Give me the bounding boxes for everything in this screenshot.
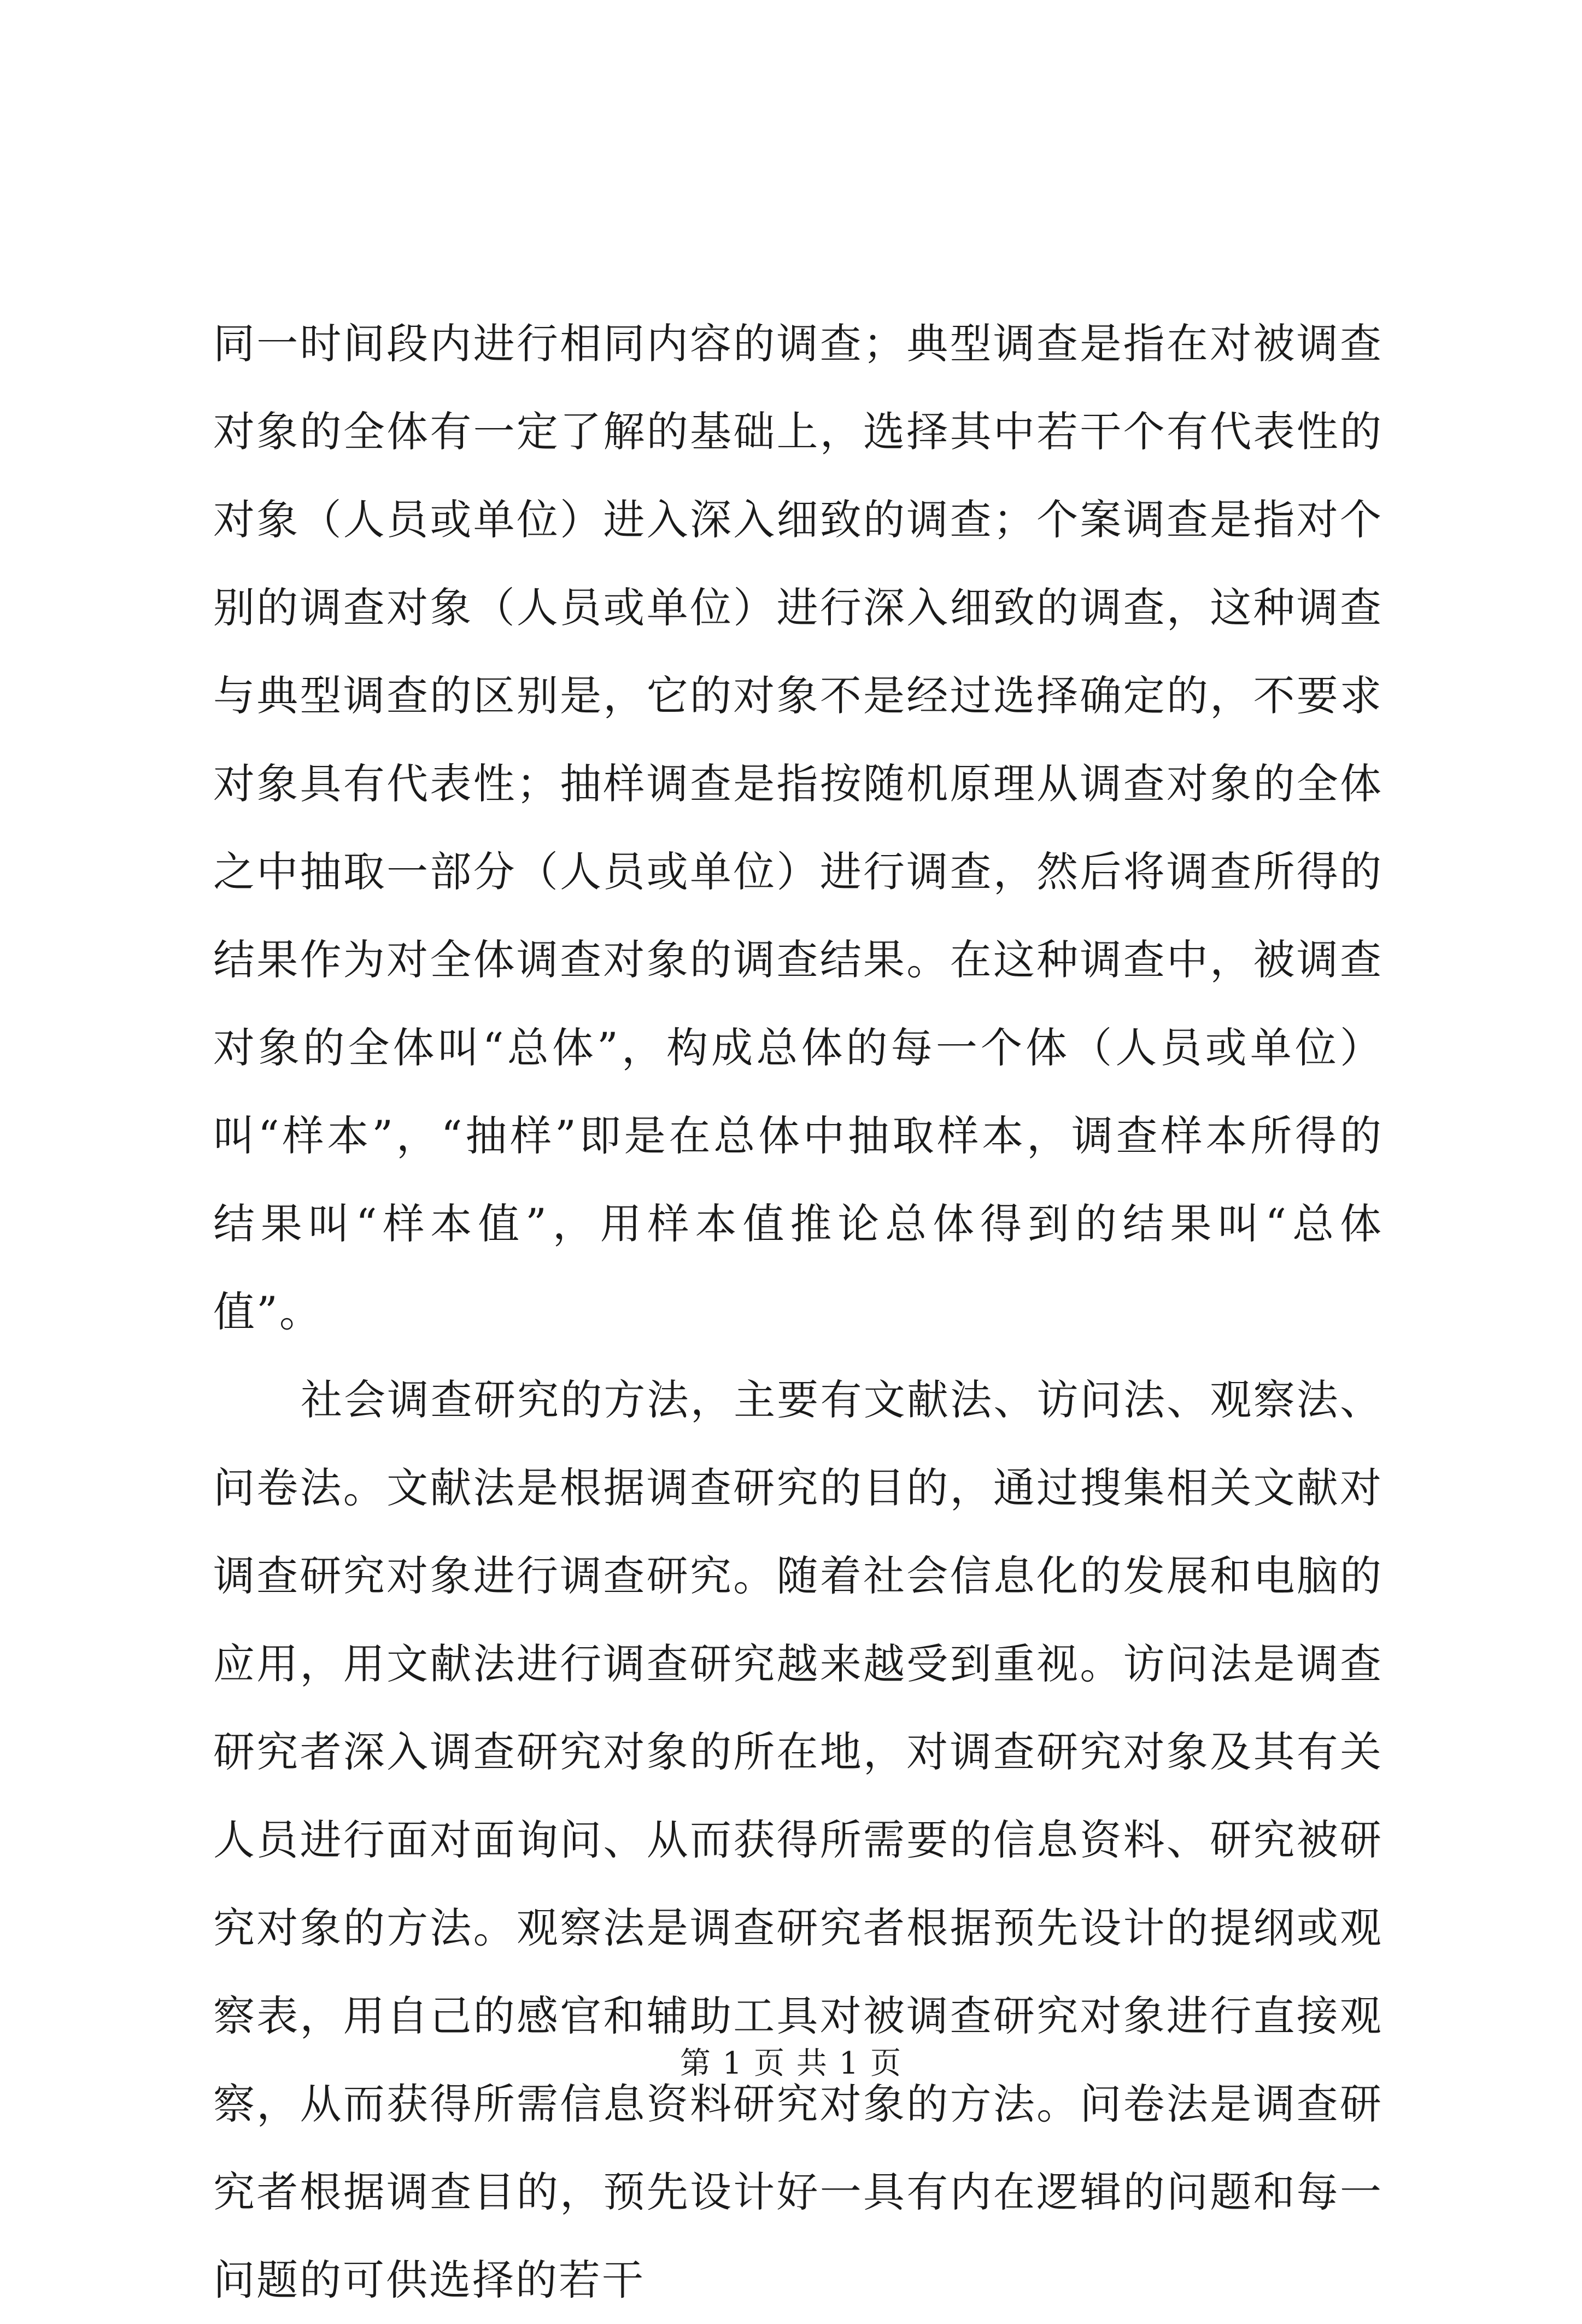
paragraph-survey-types: 同一时间段内进行相同内容的调查；典型调查是指在对被调查对象的全体有一定了解的基础上，选择其中若干个有代表性的对象（人员或单位）进入深入细致的调查；个案调查是指对个别的调查对象（人员或单位）进行深入细致的调查，这种调查与典型调查的区别是，它的对象不是经过选择确定的，不要求对象具有代表性；抽样调查是指按随机原理从调查对象的全体之中抽取一部分（人员或单位）进行调查，然后将调查所得的结果作为对全体调查对象的调查结果。在这种调查中，被调查对象的全体叫“总体”，构成总体的每一个体（人员或单位）叫“样本”，“抽样”即是在总体中抽取样本，调查样本所得的结果叫“样本值”，用样本值推论总体得到的结果叫“总体值”。 [213,319,1383,1336]
paragraph-research-methods: 社会调查研究的方法，主要有文献法、访问法、观察法、问卷法。文献法是根据调查研究的目的，通过搜集相关文献对调查研究对象进行调查研究。随着社会信息化的发展和电脑的应用，用文献法进行调查研究越来越受到重视。访问法是调查研究者深入调查研究对象的所在地，对调查研究对象及其有关人员进行面对面询问、从而获得所需要的信息资料、研究被研究对象的方法。观察法是调查研究者根据预先设计的提纲或观察表，用自己的感官和辅助工具对被调查研究对象进行直接观察，从而获得所需信息资料研究对象的方法。问卷法是调查研究者根据调查目的，预先设计好一具有内在逻辑的问题和每一问题的可供选择的若干 [213,1375,1383,2304]
page-footer: 第 1 页 共 1 页 [679,2046,903,2081]
document-body [213,300,1383,2324]
